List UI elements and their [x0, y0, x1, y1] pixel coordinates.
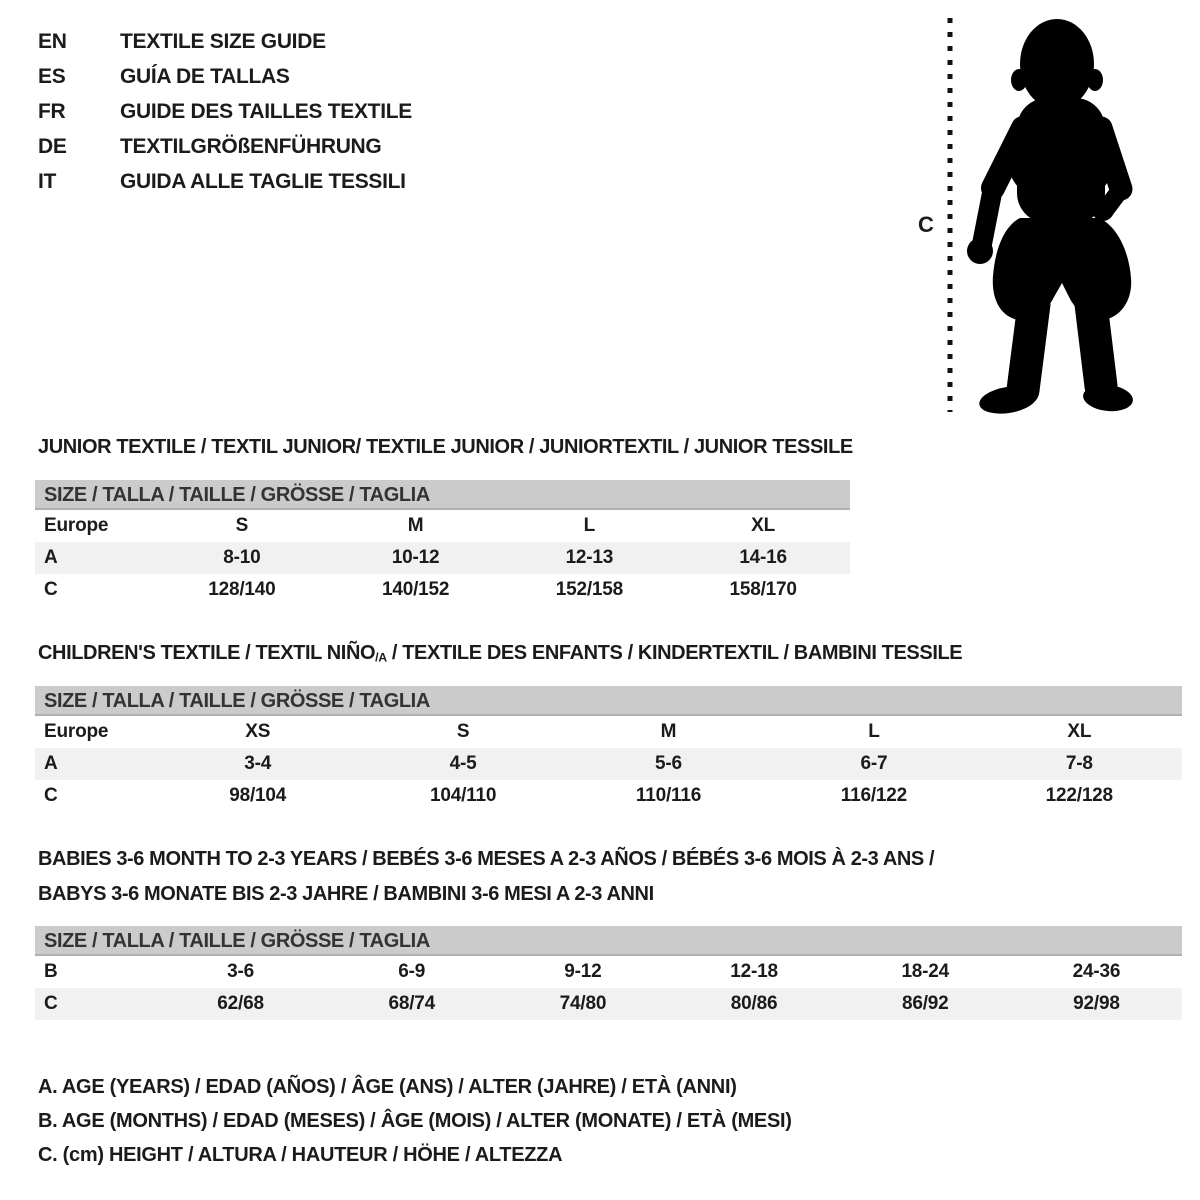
age-cell: 5-6	[655, 753, 682, 774]
size-cell: L	[583, 515, 596, 536]
toddler-silhouette-shape	[967, 19, 1134, 417]
height-cell: 128/140	[208, 579, 276, 600]
language-row-it	[38, 164, 412, 199]
table-row-europe	[35, 510, 850, 542]
size-cell: L	[868, 721, 880, 742]
height-cell: 80/86	[730, 993, 778, 1014]
height-cell: 62/68	[217, 993, 264, 1014]
table-row-height	[35, 780, 1182, 812]
size-cell: S	[456, 721, 470, 742]
age-cell: 24-36	[1072, 961, 1121, 982]
table-row-age	[35, 748, 1182, 780]
age-cell: 6-7	[860, 753, 888, 774]
age-cell: 6-9	[398, 961, 426, 982]
age-cell: 3-6	[227, 961, 255, 982]
language-code: ES	[38, 64, 66, 88]
height-cell: 110/116	[635, 785, 702, 806]
language-row-es	[38, 59, 412, 94]
footnote-c: C. (cm) HEIGHT / ALTURA / HAUTEUR / HÖHE / ALTEZZA	[38, 1144, 563, 1166]
children-size-table	[35, 686, 1182, 812]
junior-section-heading: JUNIOR TEXTILE / TEXTIL JUNIOR/ TEXTILE JUNIOR / JUNIORTEXTIL / JUNIOR TESSILE	[38, 436, 853, 458]
babies-size-table	[35, 926, 1182, 1020]
language-title: GUÍA DE TALLAS	[120, 64, 290, 88]
footnote-a: A. AGE (YEARS) / EDAD (AÑOS) / ÂGE (ANS) / ALTER (JAHRE) / ETÀ (ANNI)	[38, 1076, 737, 1098]
footnote-b: B. AGE (MONTHS) / EDAD (MESES) / ÂGE (MOIS) / ALTER (MONATE) / ETÀ (MESI)	[38, 1110, 792, 1132]
junior-size-table	[35, 480, 850, 606]
row-label: A	[44, 547, 58, 568]
row-label: B	[44, 961, 58, 982]
language-row-fr	[38, 94, 412, 129]
language-code: DE	[38, 134, 67, 158]
table-row-europe	[35, 716, 1182, 748]
children-heading-prefix: CHILDREN'S TEXTILE / TEXTIL NIÑO	[38, 642, 376, 664]
row-label: C	[44, 993, 58, 1014]
size-cell: XL	[1067, 721, 1092, 742]
table-row-height	[35, 574, 850, 606]
table-row-age-months	[35, 956, 1182, 988]
age-cell: 12-18	[730, 961, 778, 982]
age-cell: 18-24	[901, 961, 950, 982]
age-cell: 14-16	[739, 547, 787, 568]
height-cell: 68/74	[388, 993, 436, 1014]
children-section-heading	[38, 642, 962, 665]
age-cell: 9-12	[564, 961, 602, 982]
age-cell: 3-4	[244, 753, 272, 774]
height-cell: 122/128	[1045, 785, 1113, 806]
toddler-silhouette-icon	[905, 6, 1155, 420]
size-cell: XL	[751, 515, 776, 536]
height-cell: 74/80	[559, 993, 607, 1014]
children-heading-subscript: /A	[375, 650, 387, 665]
language-title: TEXTILGRÖßENFÜHRUNG	[120, 134, 382, 158]
row-label: C	[44, 785, 58, 806]
language-code: FR	[38, 99, 66, 123]
table-row-height	[35, 988, 1182, 1020]
size-cell: S	[235, 515, 249, 536]
height-cell: 152/158	[555, 579, 624, 600]
language-code: IT	[38, 169, 57, 193]
language-title: GUIDA ALLE TAGLIE TESSILI	[120, 169, 406, 193]
size-header-bar: SIZE / TALLA / TAILLE / GRÖSSE / TAGLIA	[35, 686, 1182, 716]
age-cell: 7-8	[1065, 753, 1093, 774]
age-cell: 10-12	[391, 547, 440, 568]
language-title: GUIDE DES TAILLES TEXTILE	[120, 99, 412, 123]
age-cell: 8-10	[223, 547, 261, 568]
age-cell: 4-5	[449, 753, 477, 774]
height-cell: 92/98	[1073, 993, 1120, 1014]
language-row-en	[38, 24, 412, 59]
babies-section-heading	[38, 842, 934, 912]
table-row-age	[35, 542, 850, 574]
height-measure-label: C	[918, 212, 934, 237]
toddler-figure	[905, 6, 1155, 420]
row-label: A	[44, 753, 58, 774]
age-cell: 12-13	[565, 547, 614, 568]
language-row-de	[38, 129, 412, 164]
row-label: Europe	[44, 721, 109, 742]
height-cell: 104/110	[429, 785, 497, 806]
size-header-bar: SIZE / TALLA / TAILLE / GRÖSSE / TAGLIA	[35, 480, 850, 510]
language-code: EN	[38, 29, 67, 53]
footnote-legend	[38, 1070, 792, 1172]
height-cell: 158/170	[729, 579, 797, 600]
size-cell: M	[660, 721, 677, 742]
size-cell: M	[407, 515, 424, 536]
language-title-list	[38, 24, 412, 199]
size-header-bar: SIZE / TALLA / TAILLE / GRÖSSE / TAGLIA	[35, 926, 1182, 956]
size-cell: XS	[245, 721, 271, 742]
height-cell: 86/92	[901, 993, 949, 1014]
language-title: TEXTILE SIZE GUIDE	[120, 29, 326, 53]
babies-heading-line2: BABYS 3-6 MONATE BIS 2-3 JAHRE / BAMBINI 3-6 MESI A 2-3 ANNI	[38, 883, 654, 905]
row-label: C	[44, 579, 58, 600]
children-heading-suffix: / TEXTILE DES ENFANTS / KINDERTEXTIL / BAMBINI TESSILE	[386, 642, 963, 664]
babies-heading-line1: BABIES 3-6 MONTH TO 2-3 YEARS / BEBÉS 3-6 MESES A 2-3 AÑOS / BÉBÉS 3-6 MOIS À 2-3 ANS /	[38, 848, 935, 870]
height-cell: 140/152	[381, 579, 450, 600]
row-label: Europe	[44, 515, 109, 536]
height-cell: 98/104	[229, 785, 287, 806]
height-cell: 116/122	[840, 785, 907, 806]
